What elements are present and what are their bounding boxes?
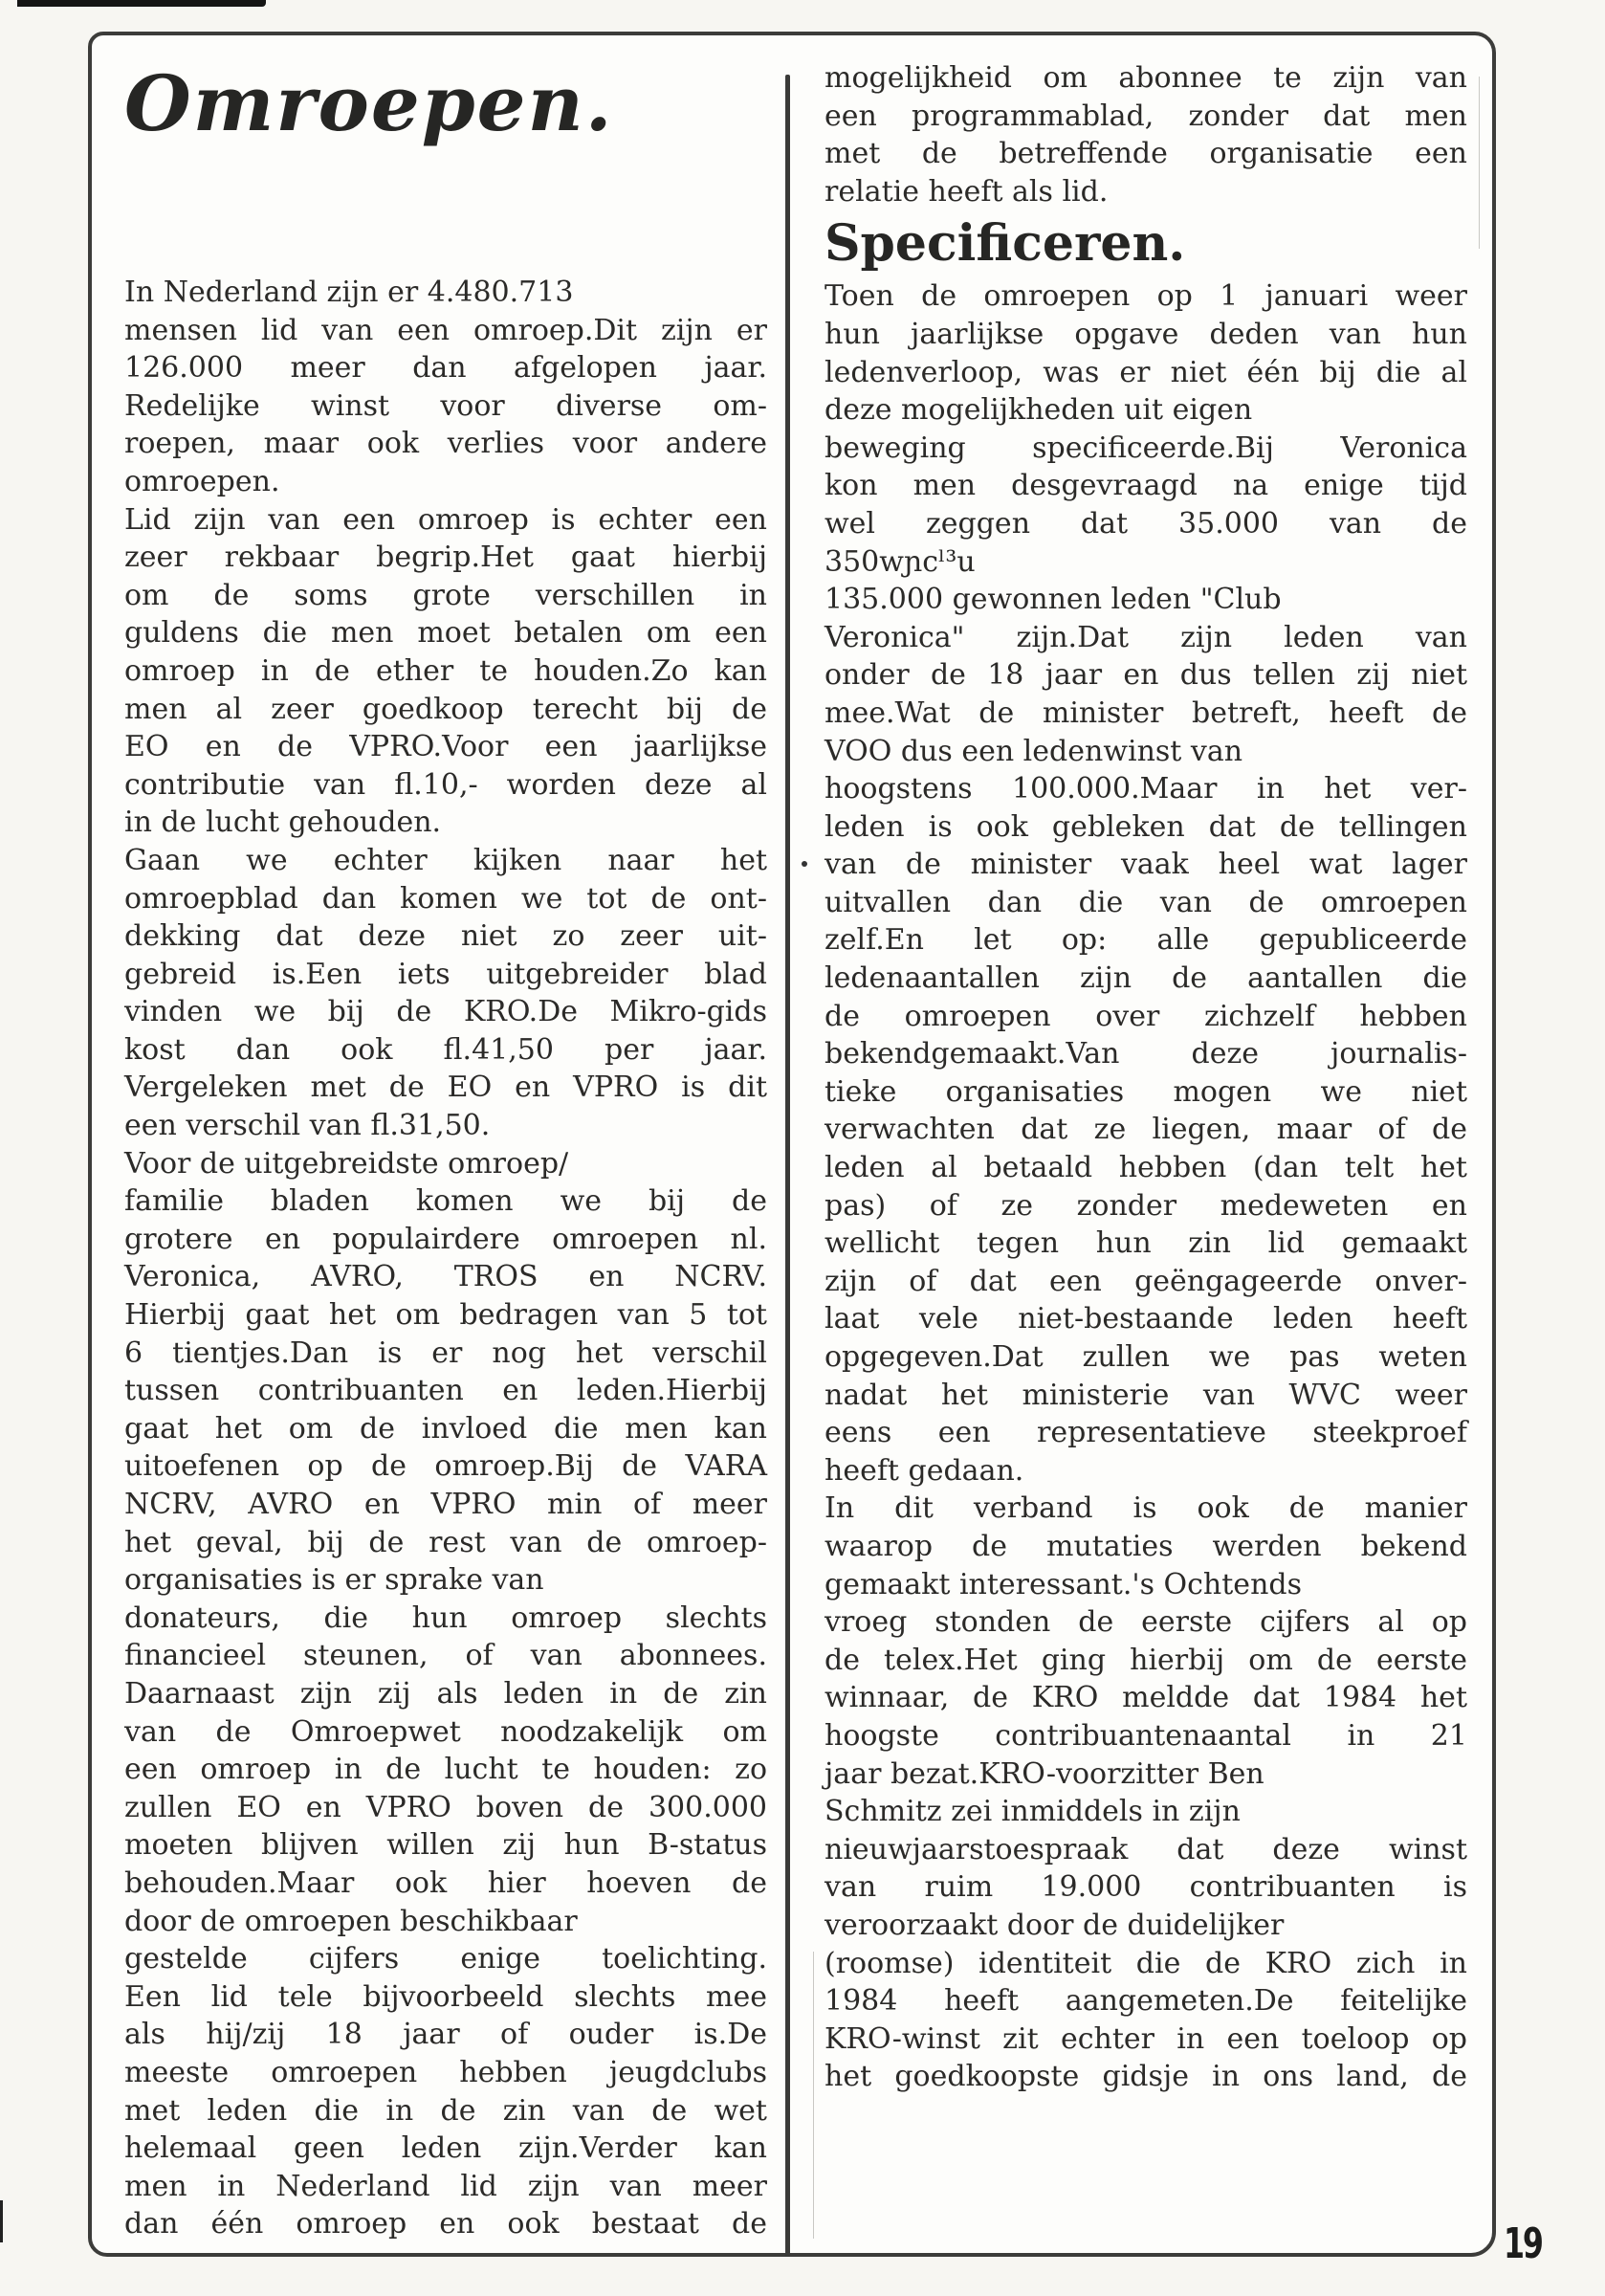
text-line: nieuwjaarstoespraak dat deze winst [824,1832,1467,1866]
text-line: Vergeleken met de EO en VPRO is dit [124,1071,767,1105]
text-line: Hierbij gaat het om bedragen van 5 tot [124,1298,767,1333]
text-line: vroeg stonden de eerste cijfers al op [824,1605,1467,1640]
text-line: opgegeven.Dat zullen we pas weten [824,1340,1467,1374]
text-line: NCRV, AVRO en VPRO min of meer [124,1488,767,1521]
text-line: behouden.Maar ook hier hoeven de [124,1866,767,1900]
text-line: Veronica" zijn.Dat zijn leden van [824,620,1467,654]
text-line: met leden die in de zin van de wet [124,2093,767,2128]
text-line: deze mogelijkheden uit eigen [824,393,1253,428]
text-line: van ruim 19.000 contribuanten is [824,1870,1467,1905]
text-line: van de minister vaak heel wat lager [824,848,1467,882]
text-line: wel zeggen dat 35.000 van de [824,506,1467,541]
text-line: een programmablad, zonder dat men [824,99,1467,133]
text-line: In dit verband is ook de manier [824,1491,1467,1526]
text-line: familie bladen komen we bij de [124,1184,767,1219]
text-line: guldens die men moet betalen om een [124,616,767,651]
right-column [824,59,1467,2096]
text-line: Daarnaast zijn zij als leden in de zin [124,1676,767,1711]
section-heading: Specificeren. [824,214,1186,274]
left-column-body [124,274,767,2243]
text-line: KRO-winst zit echter in een toeloop op [824,2021,1467,2056]
text-line: tussen contribuanten en leden.Hierbij [124,1374,767,1408]
text-line: Toen de omroepen op 1 januari weer [824,279,1467,314]
text-line: waarop de mutaties werden bekend [824,1529,1467,1563]
text-line: 126.000 meer dan afgelopen jaar. [124,351,767,386]
left-column [124,55,767,2243]
text-line: gebreid is.Een iets uitgebreider blad [124,957,767,991]
text-line: pas) of ze zonder medeweten en [824,1188,1467,1223]
text-line: uitoefenen op de omroep.Bij de VARA [124,1449,767,1484]
text-line: leden is ook gebleken dat de tellingen [824,809,1467,844]
text-line: kon men desgevraagd na enige tijd [824,469,1467,503]
text-line: Een lid tele bijvoorbeeld slechts mee [124,1979,767,2014]
text-line: men in Nederland lid zijn van meer [124,2169,767,2203]
text-line: veroorzaakt door de duidelijker [824,1908,1285,1942]
text-line: tieke organisaties mogen we niet [824,1074,1467,1109]
right-margin-rule [1479,77,1480,249]
text-line: contributie van fl.10,- worden deze al [124,767,767,802]
text-line: door de omroepen beschikbaar [124,1904,578,1938]
text-line: eens een representatieve steekproef [824,1416,1467,1450]
text-line: zijn of dat een geëngageerde onver- [824,1264,1467,1298]
article-title: Omroepen. [124,58,614,148]
text-line: als hij/zij 18 jaar of ouder is.De [124,2018,767,2052]
text-line: VOO dus een ledenwinst van [824,734,1243,768]
text-line: kost dan ook fl.41,50 per jaar. [124,1032,767,1067]
text-line: jaar bezat.KRO-voorzitter Ben [824,1756,1264,1791]
text-line: Redelijke winst voor diverse om- [124,388,767,423]
column-divider [785,75,790,2256]
text-line: wellicht tegen hun zin lid gemaakt [824,1226,1467,1261]
text-line: de telex.Het ging hierbij om de eerste [824,1643,1467,1677]
text-line: zeer rekbaar begrip.Het gaat hierbij [124,541,767,575]
text-line: een omroep in de lucht te houden: zo [124,1753,767,1787]
text-line: zullen EO en VPRO boven de 300.000 [124,1790,767,1824]
text-line: mee.Wat de minister betreft, heeft de [824,695,1467,730]
text-line: mensen lid van een omroep.Dit zijn er [124,313,767,347]
text-line: Voor de uitgebreidste omroep/ [124,1146,569,1181]
margin-bullet [802,861,807,867]
text-line: donateurs, die hun omroep slechts [124,1601,767,1635]
text-line: organisaties is er sprake van [124,1563,544,1598]
text-line: van de Omroepwet noodzakelijk om [124,1714,767,1749]
text-line: in de lucht gehouden. [124,806,442,840]
text-line: 1984 heeft aangemeten.De feitelijke [824,1984,1467,2019]
right-column-intro [824,59,1467,210]
text-line: om de soms grote verschillen in [124,578,767,612]
text-line: ledenaantallen zijn de aantallen die [824,961,1467,996]
text-line: roepen, maar ook verlies voor andere [124,427,767,461]
text-line: Schmitz zei inmiddels in zijn [824,1795,1241,1829]
right-column-body [824,277,1467,2096]
text-line: nadat het ministerie van WVC weer [824,1378,1467,1412]
text-line: financieel steunen, of van abonnees. [124,1639,767,1673]
text-line: Gaan we echter kijken naar het [124,843,767,877]
text-line: zelf.En let op: alle gepubliceerde [824,923,1467,958]
text-line: laat vele niet-bestaande leden heeft [824,1302,1467,1336]
text-line: hoogstens 100.000.Maar in het ver- [824,772,1467,806]
text-line: meeste omroepen hebben jeugdclubs [124,2055,767,2089]
text-line: gaat het om de invloed die men kan [124,1411,767,1446]
text-line: een verschil van fl.31,50. [124,1109,491,1143]
text-line: omroepblad dan komen we tot de ont- [124,881,767,916]
text-line: met de betreffende organisatie een [824,137,1467,171]
text-line: moeten blijven willen zij hun B-status [124,1828,767,1863]
text-line: het geval, bij de rest van de omroep- [124,1525,767,1559]
text-line: 135.000 gewonnen leden "Club [824,583,1282,617]
text-line: winnaar, de KRO meldde dat 1984 het [824,1681,1467,1715]
text-line: onder de 18 jaar en dus tellen zij niet [824,658,1467,693]
text-line: omroepen. [124,464,280,498]
text-line: hoogste contribuantenaantal in 21 [824,1718,1467,1753]
text-line: heeft gedaan. [824,1453,1024,1488]
text-line: helemaal geen leden zijn.Verder kan [124,2131,767,2166]
text-line: vinden we bij de KRO.De Mikro-gids [124,995,767,1029]
text-line: bekendgemaakt.Van deze journalis- [824,1037,1467,1071]
text-line: EO en de VPRO.Voor een jaarlijkse [124,730,767,764]
text-line: 350wɲcˡ³u [824,544,976,579]
text-line: In Nederland zijn er 4.480.713 [124,276,574,309]
text-line: uitvallen dan die van de omroepen [824,885,1467,919]
text-line: Veronica, AVRO, TROS en NCRV. [124,1260,767,1294]
text-line: dan één omroep en ook bestaat de [124,2207,767,2241]
text-line: gestelde cijfers enige toelichting. [124,1942,767,1976]
text-line: relatie heeft als lid. [824,174,1109,209]
text-line: men al zeer goedkoop terecht bij de [124,692,767,726]
text-line: dekking dat deze niet zo zeer uit- [124,919,767,954]
text-line: mogelijkheid om abonnee te zijn van [824,61,1467,95]
text-line: hun jaarlijkse opgave deden van hun [824,317,1467,351]
text-line: 6 tientjes.Dan is er nog het verschil [124,1336,767,1370]
text-line: gemaakt interessant.'s Ochtends [824,1567,1302,1601]
text-line: (roomse) identiteit die de KRO zich in [824,1946,1467,1980]
text-line: het goedkoopste gidsje in ons land, de [824,2060,1467,2094]
text-line: Lid zijn van een omroep is echter een [124,502,767,537]
text-line: grotere en populairdere omroepen nl. [124,1222,767,1256]
text-line: de omroepen over zichzelf hebben [824,999,1467,1033]
text-line: leden al betaald hebben (dan telt het [824,1151,1467,1185]
inner-margin-rule [813,1952,814,2239]
text-line: omroep in de ether te houden.Zo kan [124,653,767,688]
page-number: 19 [1504,2219,1542,2268]
left-edge-mark [0,2200,3,2242]
scan-edge-bar [17,0,266,7]
text-line: verwachten dat ze liegen, maar of de [824,1113,1467,1147]
text-line: beweging specificeerde.Bij Veronica [824,430,1467,465]
text-line: ledenverloop, was er niet één bij die al [824,355,1467,389]
